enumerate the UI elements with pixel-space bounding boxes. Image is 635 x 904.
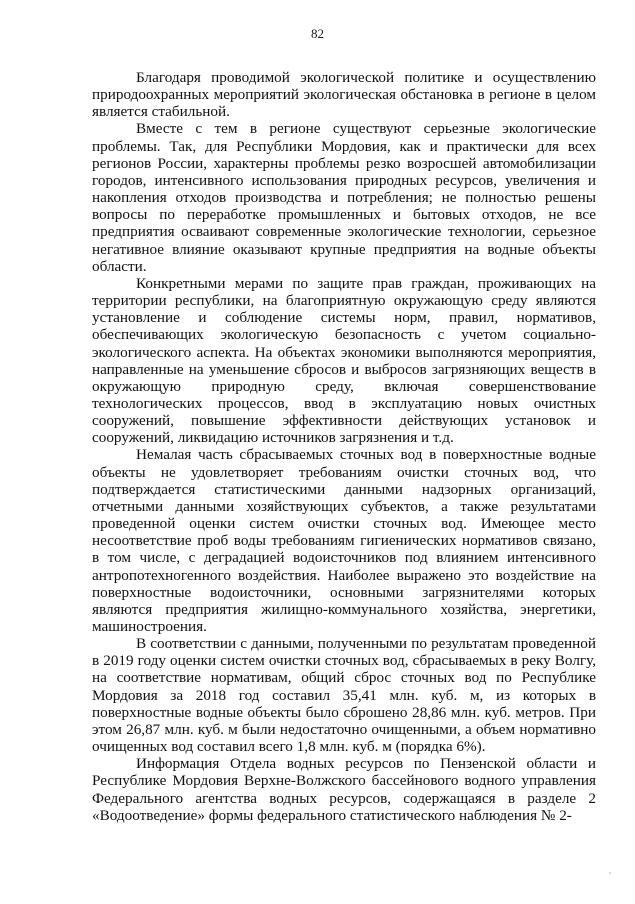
paragraph-discharge-statistics: В соответствии с данными, полученными по результатам проведенной в 2019 году оценки систем очистки сточных вод, сбрасываемых в реку Волгу, на соответствие нормативам, общий сброс сточных вод по Республике Мордовия за 2018 год составил 35,41 млн. куб. м, из которых в поверхностные водные объекты было сброшено 28,86 млн. куб. метров. При этом 26,87 млн. куб. м были недостаточно очищенными, а объем нормативно очищенных вод составил всего 1,8 млн. куб. м (порядка 6%). <box>92 635 596 756</box>
scan-speck <box>609 872 611 874</box>
body-text <box>92 69 596 824</box>
paragraph-environmental-stability: Благодаря проводимой экологической политике и осуществлению природоохранных мероприятий экологическая обстановка в регионе в целом является стабильной. <box>92 69 596 121</box>
paragraph-ecological-problems: Вместе с тем в регионе существуют серьезные экологические проблемы. Так, для Республики Мордовия, как и практически для всех регионов России, характерны проблемы резко возросшей автомобилизации городов, интенсивного использования природных ресурсов, увеличения и накопления отходов производства и потребления; не полностью решены вопросы по переработке промышленных и бытовых отходов, не все предприятия осваивают современные экологические технологии, серьезное негативное влияние оказывают крупные предприятия на водные объекты области. <box>92 120 596 275</box>
paragraph-wastewater-treatment: Немалая часть сбрасываемых сточных вод в поверхностные водные объекты не удовлетворяет требованиям очистки сточных вод, что подтверждается статистическими данными надзорных организаций, отчетными данными хозяйствующих субъектов, а также результатами проведенной оценки систем очистки сточных вод. Имеющее место несоответствие проб воды требованиям гигиенических нормативов связано, в том числе, с деградацией водоисточников под влиянием интенсивного антропотехногенного воздействия. Наиболее выражено это воздействие на поверхностные водоисточники, основными загрязнителями которых являются предприятия жилищно-коммунального хозяйства, энергетики, машиностроения. <box>92 446 596 635</box>
paragraph-water-resources-info: Информация Отдела водных ресурсов по Пензенской области и Республике Мордовия Верхне-Волжского бассейнового водного управления Федерального агентства водных ресурсов, содержащаяся в разделе 2 «Водоотведение» формы федерального статистического наблюдения № 2- <box>92 755 596 824</box>
paragraph-protection-measures: Конкретными мерами по защите прав граждан, проживающих на территории республики, на благоприятную окружающую среду являются установление и соблюдение системы норм, правил, нормативов, обеспечивающих экологическую безопасность с учетом социально-экологического аспекта. На объектах экономики выполняются мероприятия, направленные на уменьшение сбросов и выбросов загрязняющих веществ в окружающую природную среду, включая совершенствование технологических процессов, ввод в эксплуатацию новых очистных сооружений, повышение эффективности действующих установок и сооружений, ликвидацию источников загрязнения и т.д. <box>92 274 596 447</box>
page-number: 82 <box>311 26 324 41</box>
